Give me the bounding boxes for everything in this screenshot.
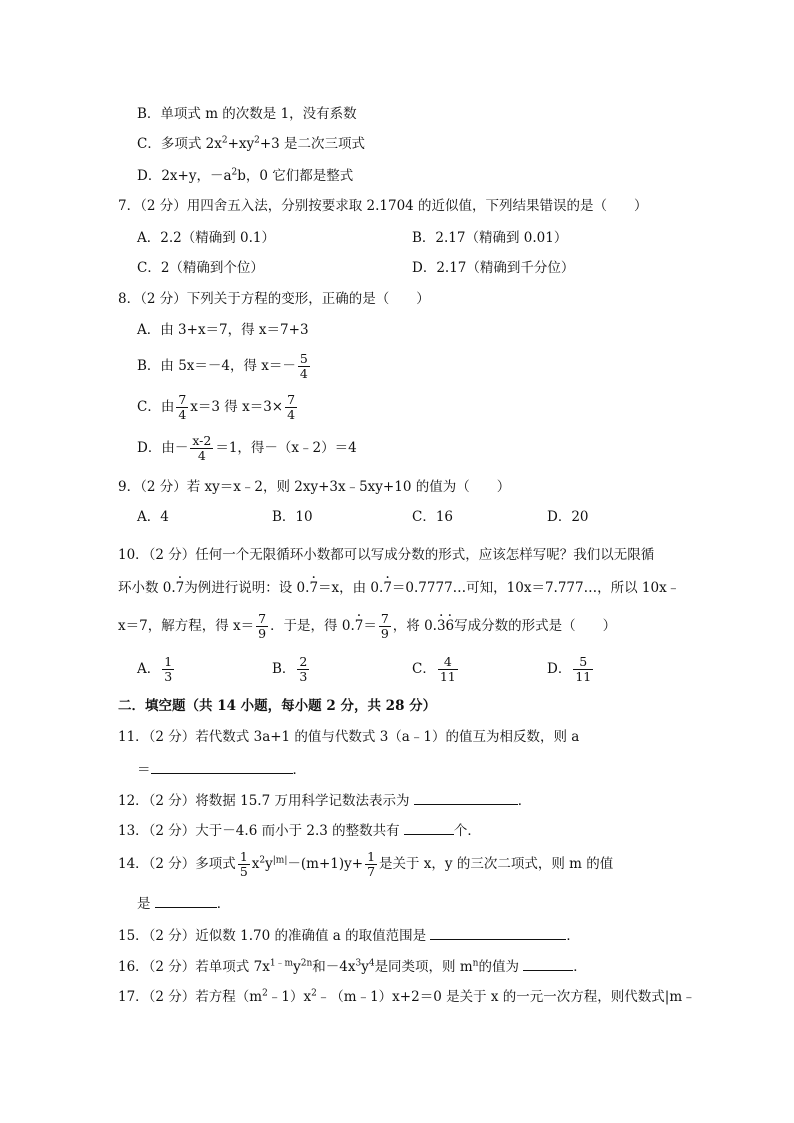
q7-option-b: B．2.17（精确到 0.01） (412, 230, 568, 246)
q12: 12．（2 分）将数据 15.7 万用科学记数法表示为 ． (118, 790, 531, 811)
q16-answer-blank[interactable] (523, 956, 573, 971)
q7-stem: 7．（2 分）用四舍五入法，分别按要求取 2.1704 的近似值，下列结果错误的是（ ） (118, 198, 648, 214)
q13: 13．（2 分）大于－4.6 而小于 2.3 的整数共有 个． (118, 820, 481, 841)
q8-stem: 8．（2 分）下列关于方程的变形，正确的是（ ） (118, 291, 430, 307)
q13-answer-blank[interactable] (404, 820, 454, 835)
q8-option-d: D．由－ $\frac{x-2}{4}$ ＝1，得－（x﹣2）＝4 (137, 433, 357, 463)
q11-line-1: 11．（2 分）若代数式 3a+1 的值与代数式 3（a﹣1）的值互为相反数，则 a (118, 729, 580, 745)
q7-option-a: A．2.2（精确到 0.1） (137, 230, 275, 246)
q9-option-b: B．10 (272, 509, 313, 525)
q14-answer-blank[interactable] (155, 893, 217, 908)
q11-answer-blank[interactable] (151, 759, 293, 774)
q7-option-d: D．2.17（精确到千分位） (412, 260, 575, 276)
q11-line-2: ＝ ． (137, 759, 306, 780)
q14-line-1: 14．（2 分）多项式 $\frac{1}{5}$ $x^2y^{|m|}-(m+1)y+$ $\frac{1}{7}$ 是关于 x，y 的三次二项式，则 m 的值 (118, 849, 614, 879)
q9-option-d: D．20 (547, 509, 589, 525)
q10-line-1: 10．（2 分）任何一个无限循环小数都可以写成分数的形式，应该怎样写呢？我们以无限循 (118, 547, 655, 563)
q10-option-a: A． $\frac{1}{3}$ (137, 654, 173, 684)
q14-line-2: 是 ． (137, 893, 230, 914)
q10-option-c: C． $\frac{4}{11}$ (412, 654, 456, 684)
q8-option-c: C．由 $\frac{7}{4}$ x＝3 得 x＝3× $\frac{7}{4}$ (137, 392, 296, 422)
q6-option-b: B．单项式 m 的次数是 1，没有系数 (137, 106, 357, 122)
section-title-fill-in: 二．填空题（共 14 小题，每小题 2 分，共 28 分） (118, 698, 437, 714)
q12-answer-blank[interactable] (414, 790, 518, 805)
q10-line-2: 环小数 0.· 7为例进行说明：设 0.· 7＝x，由 0.· 7＝0.7777…可知，10x＝7.777…，所以 10x﹣ (118, 578, 680, 598)
q16: 16．（2 分）若单项式 $7x^{1﹣m}y^{2n}$和$-4x^3y^4$是同类项，则 $m^n$的值为 ． (118, 956, 587, 977)
q10-option-b: B． $\frac{2}{3}$ (272, 654, 308, 684)
q10-option-d: D． $\frac{5}{11}$ (547, 654, 592, 684)
q9-option-a: A．4 (137, 509, 169, 525)
q9-option-c: C．16 (412, 509, 454, 525)
q6-option-c: C．多项式 $2x^2+xy^2+3$ 是二次三项式 (137, 135, 366, 152)
q15-answer-blank[interactable] (430, 925, 566, 940)
q15: 15．（2 分）近似数 1.70 的准确值 a 的取值范围是 ． (118, 925, 580, 946)
q10-line-3: x＝7，解方程，得 x＝ $\frac{7}{9}$ ．于是，得 0.· 7＝ $\frac{7}{9}$ ，将 0.· 3· 6写成分数的形式是（ ） (118, 612, 616, 641)
q17: 17．（2 分）若方程$(m^2﹣1)x^2﹣(m﹣1)x+2=0$ 是关于 x 的一元一次方程，则代数式|m﹣ (118, 988, 696, 1005)
q8-option-a: A．由 3+x＝7，得 x＝7+3 (137, 322, 309, 338)
q8-option-b: B．由 5x＝－4，得 x＝－ $\frac{5}{4}$ (137, 351, 308, 381)
q6-option-d: D．2x+y，$-a^2b$，0 它们都是整式 (137, 167, 354, 184)
q7-option-c: C．2（精确到个位） (137, 260, 264, 276)
q9-stem: 9．（2 分）若 xy＝x﹣2，则 2xy+3x﹣5xy+10 的值为（ ） (118, 479, 511, 495)
